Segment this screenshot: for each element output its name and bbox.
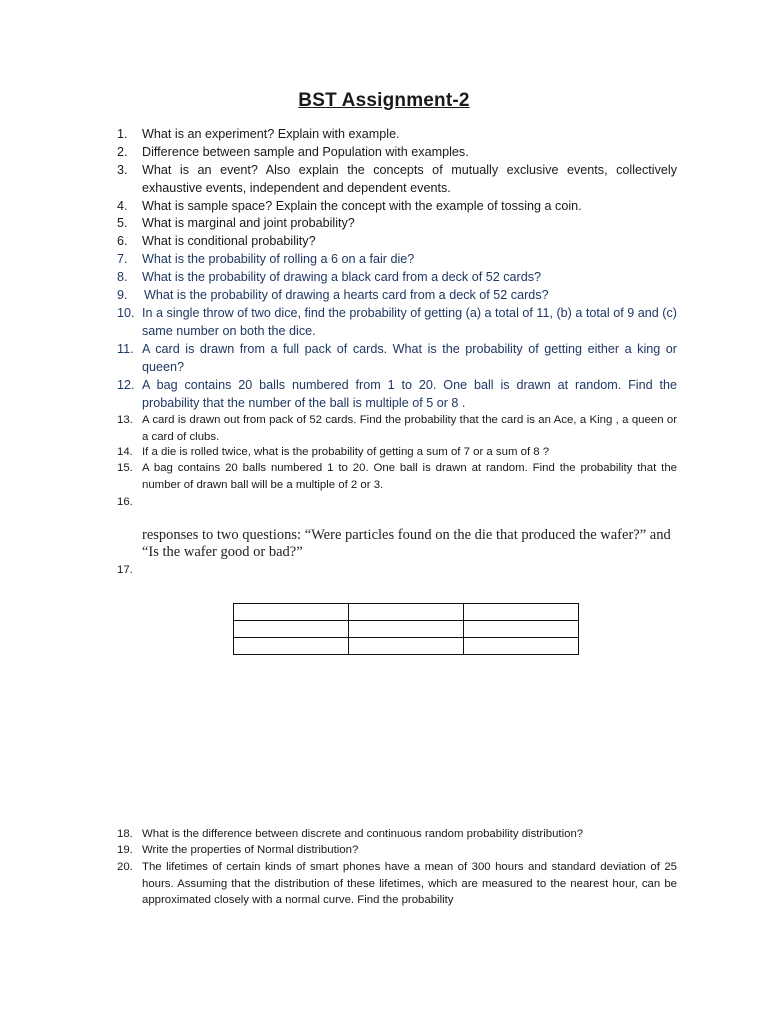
- list-item: 18. What is the difference between discrete and continuous random probability distribution?: [117, 828, 584, 840]
- list-item: 5. What is marginal and joint probability?: [117, 216, 355, 230]
- empty-table: [233, 603, 579, 655]
- table-row: [234, 621, 579, 638]
- list-item: 12. A bag contains 20 balls numbered from 1 to 20. One ball is drawn at random. Find the probability that the number of the ball is multiple of 5 or 8 .: [117, 378, 677, 410]
- list-item: 11. A card is drawn from a full pack of cards. What is the probability of getting either a king or queen?: [117, 342, 677, 374]
- list-item: 8. What is the probability of drawing a black card from a deck of 52 cards?: [117, 270, 541, 284]
- list-item: 14. If a die is rolled twice, what is the probability of getting a sum of 7 or a sum of 8 ?: [117, 446, 550, 458]
- list-item: 3. What is an event? Also explain the concepts of mutually exclusive events, collectively exhaustive events, independent and dependent events.: [117, 163, 677, 195]
- list-item: 7. What is the probability of rolling a 6 on a fair die?: [117, 252, 415, 266]
- list-item: 10. In a single throw of two dice, find the probability of getting (a) a total of 11, (b) a total of 9 and (c) same number on both the dice.: [117, 306, 677, 338]
- list-item: 2. Difference between sample and Population with examples.: [117, 145, 469, 159]
- page-title: BST Assignment-2: [298, 90, 470, 111]
- question-16-fragment: responses to two questions: “Were particles found on the die that produced the wafer?” and “Is the wafer good or bad?”: [142, 527, 671, 560]
- list-item: 6. What is conditional probability?: [117, 234, 316, 248]
- list-item: 20. The lifetimes of certain kinds of smart phones have a mean of 300 hours and standard deviation of 25 hours. Assuming that the distribution of these lifetimes, which are measured to the nearest hour, can be approximated closely with a normal curve. Find the probability: [117, 861, 677, 906]
- list-item: 9. What is the probability of drawing a hearts card from a deck of 52 cards?: [117, 288, 549, 302]
- table-row: [234, 638, 579, 655]
- list-item: 4. What is sample space? Explain the concept with the example of tossing a coin.: [117, 199, 582, 213]
- list-item: 1. What is an experiment? Explain with example.: [117, 127, 400, 141]
- table-row: [234, 604, 579, 621]
- list-item: 19. Write the properties of Normal distribution?: [117, 844, 359, 856]
- list-item: 13. A card is drawn out from pack of 52 cards. Find the probability that the card is an Ace, a King , a queen or a card of clubs.: [117, 414, 677, 443]
- list-item: 15. A bag contains 20 balls numbered 1 to 20. One ball is drawn at random. Find the probability that the number of drawn ball will be a multiple of 2 or 3.: [117, 462, 677, 491]
